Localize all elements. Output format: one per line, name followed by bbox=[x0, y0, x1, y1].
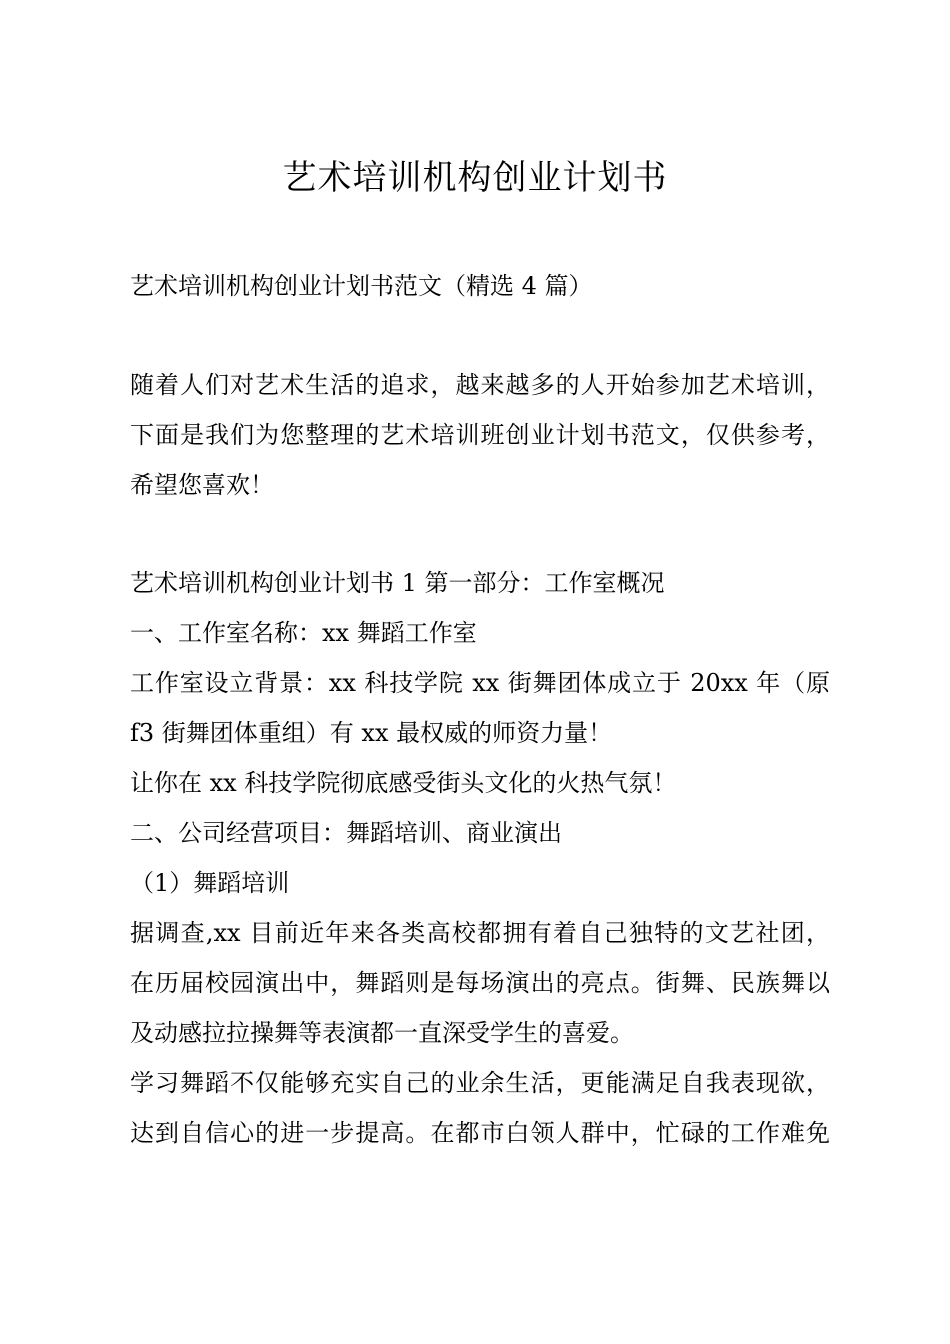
paragraph-line-5: 达到自信心的进一步提高。在都市白领人群中，忙碌的工作难免 bbox=[130, 1119, 830, 1147]
business-items-line: 二、公司经营项目：舞蹈培训、商业演出 bbox=[130, 819, 562, 847]
background-line-1: 工作室设立背景：xx 科技学院 xx 街舞团体成立于 20xx 年（原 bbox=[130, 669, 830, 697]
background-line-3: 让你在 xx 科技学院彻底感受街头文化的火热气氛！ bbox=[130, 769, 677, 797]
studio-name-line: 一、工作室名称：xx 舞蹈工作室 bbox=[130, 619, 477, 647]
paragraph-line-4: 学习舞蹈不仅能够充实自己的业余生活，更能满足自我表现欲， bbox=[130, 1069, 830, 1097]
section-heading: 艺术培训机构创业计划书 1 第一部分：工作室概况 bbox=[130, 569, 665, 597]
intro-line-2: 下面是我们为您整理的艺术培训班创业计划书范文，仅供参考， bbox=[130, 421, 830, 449]
intro-line-3: 希望您喜欢！ bbox=[130, 471, 274, 499]
dance-training-heading: （1）舞蹈培训 bbox=[130, 869, 290, 897]
paragraph-line-3: 及动感拉拉操舞等表演都一直深受学生的喜爱。 bbox=[130, 1019, 634, 1047]
paragraph-line-1: 据调查,xx 目前近年来各类高校都拥有着自己独特的文艺社团， bbox=[130, 919, 830, 947]
document-title: 艺术培训机构创业计划书 bbox=[282, 158, 668, 198]
paragraph-line-2: 在历届校园演出中，舞蹈则是每场演出的亮点。街舞、民族舞以 bbox=[130, 969, 830, 997]
background-line-2: f3 街舞团体重组）有 xx 最权威的师资力量！ bbox=[130, 719, 613, 747]
document-subtitle: 艺术培训机构创业计划书范文（精选 4 篇） bbox=[130, 272, 593, 300]
intro-line-1: 随着人们对艺术生活的追求，越来越多的人开始参加艺术培训， bbox=[130, 371, 830, 399]
